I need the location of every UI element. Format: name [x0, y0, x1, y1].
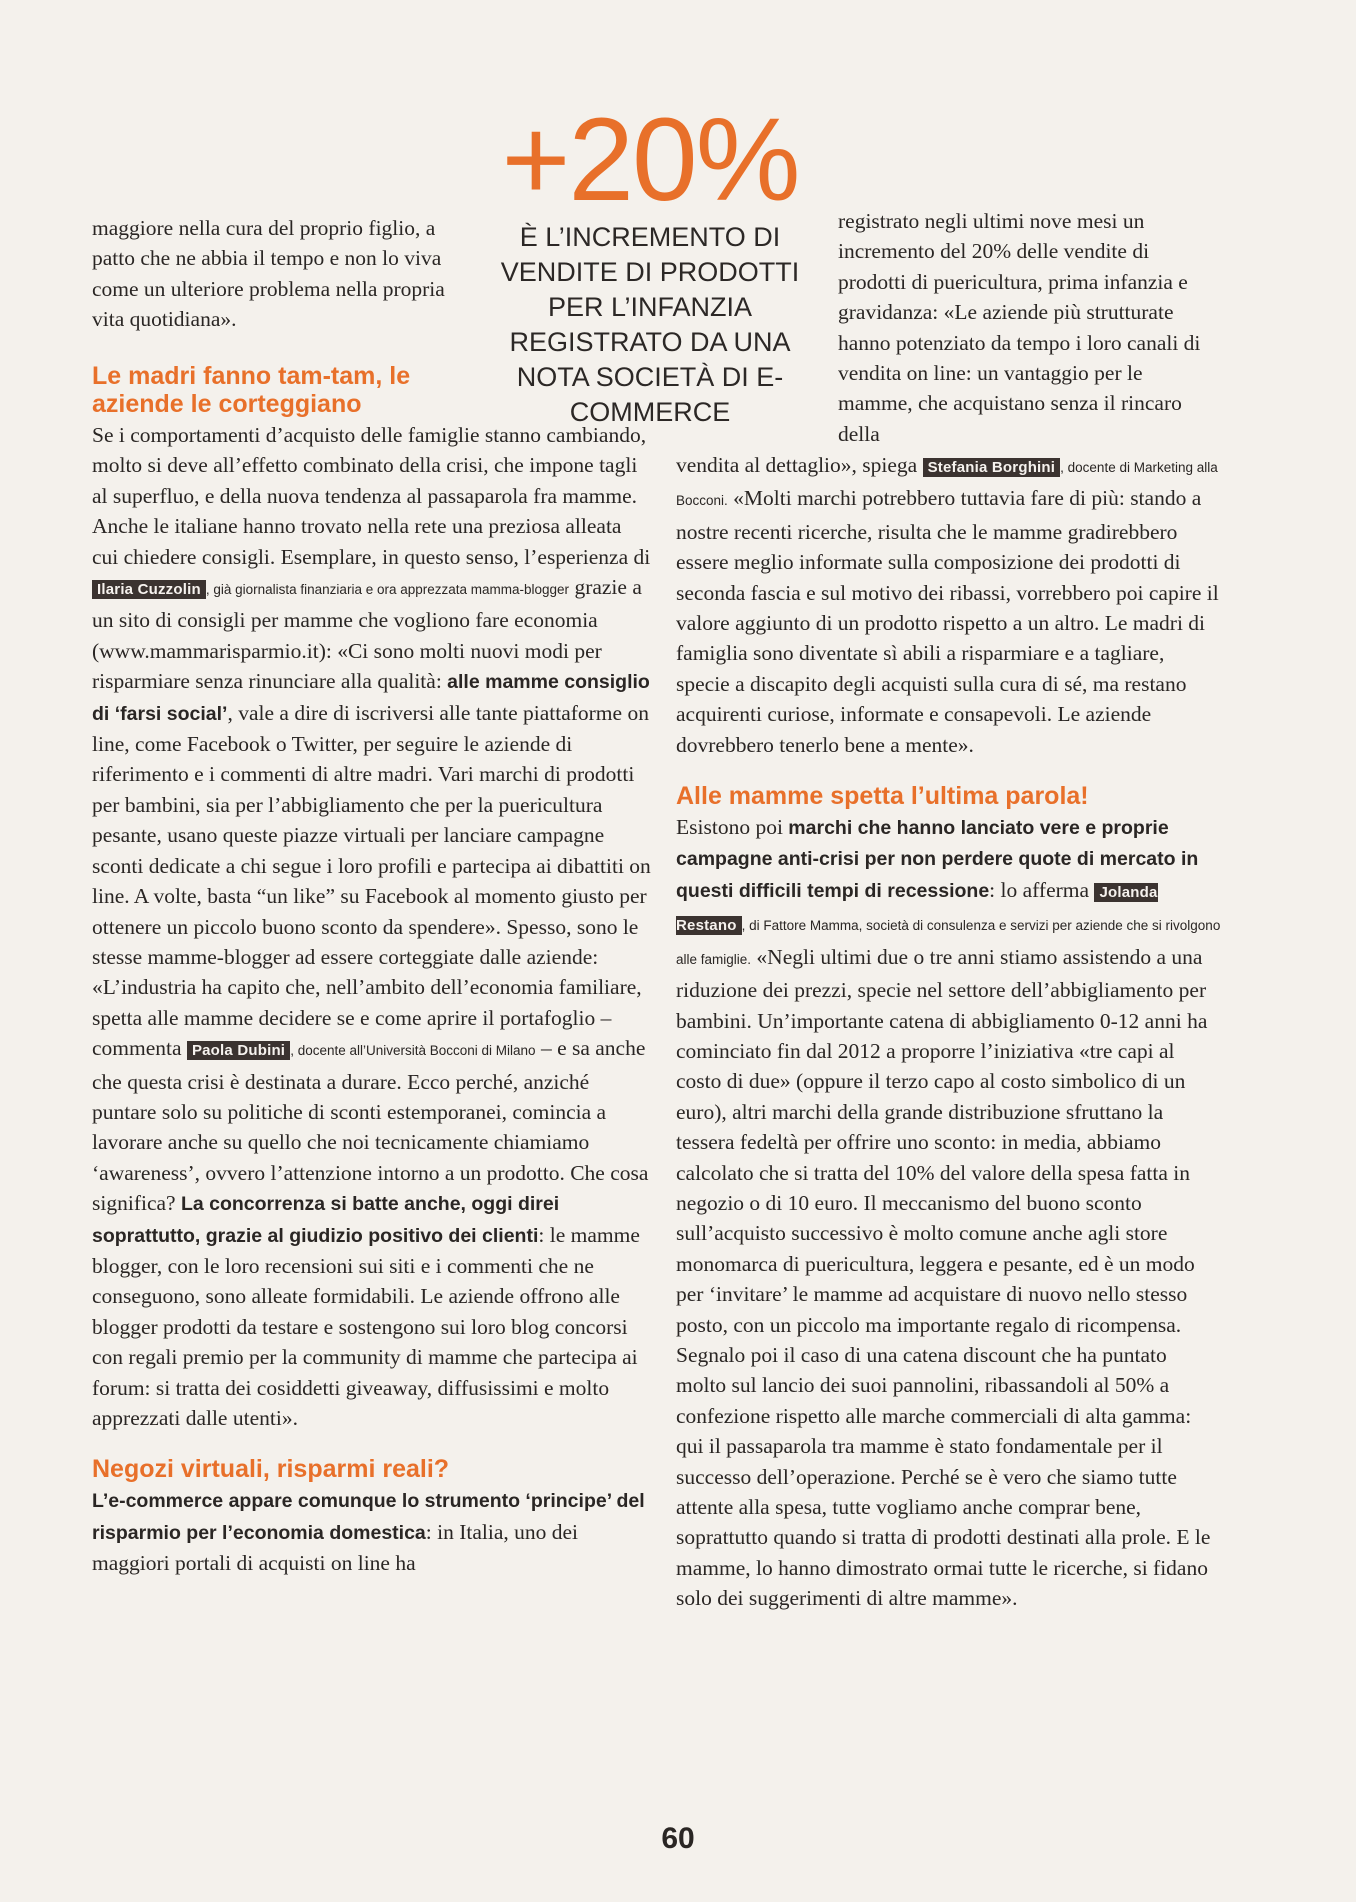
section-heading-2: Negozi virtuali, risparmi reali?	[92, 1455, 450, 1484]
paragraph-1: Se i comportamenti d’acquisto delle famiglie stanno cambiando, molto si deve all’effetto combinato della crisi, che impone tagli al superfluo, e della nuova tendenza al passaparola fra mamme. Anche le italiane hanno trovato nella rete una preziosa alleata cui chiedere consigli. Esemplare, in questo senso, l’esperienza di Ilaria Cuzzolin , già giornalista finanziaria e ora apprezzata mamma-blogger grazie a un sito di consigli per mamme che vogliono fare economia (www.mammarisparmio.it): «Ci sono molti nuovi modi per risparmiare senza rinunciare alla qualità: alle mamme consiglio di ‘farsi social’, vale a dire di iscriversi alle tante piattaforme on line, come Facebook o Twitter, per seguire le aziende di riferimento e i commenti di altre madri. Vari marchi di prodotti per bambini, sia per l’abbigliamento che per la puericultura pesante, usano queste piazze virtuali per lanciare campagne sconti dedicate a chi segue i loro profili e partecipa ai dibattiti on line. A volte, basta “un like” su Facebook al momento giusto per ottenere un piccolo buono sconto da spendere». Spesso, sono le stesse mamme-blogger ad essere corteggiate dalle aziende: «L’industria ha capito che, nell’ambito dell’economia familiare, spetta alle mamme decidere se e come aprire il portafoglio – commenta Paola Dubini , docente all’Università Bocconi di Milano – e sa anche che questa crisi è destinata a durare. Ecco perché, anziché puntare solo su politiche di sconti estemporanei, comincia a lavorare anche su quello che noi tecnicamente chiamiamo ‘awareness’, ovvero l’attenzione intorno a un prodotto. Che cosa significa? La concorrenza si batte anche, oggi direi soprattutto, grazie al giudizio positivo dei clienti: le mamme blogger, con le loro recensioni sui siti e i commenti che ne conseguono, sono alleate formidabili. Le aziende offrono alle blogger prodotti da testare e sostengono sui loro blog concorsi con regali premio per la community di mamme che partecipa ai forum: si tratta dei cosiddetti giveaway, diffusissimi e molto apprezzati dalle utenti».	[92, 423, 651, 1430]
section-heading-1: Le madri fanno tam-tam, le aziende le corteggiano	[92, 362, 411, 418]
name-tag-3: Stefania Borghini	[923, 458, 1061, 477]
paragraph-2: L’e-commerce appare comunque lo strumento ‘principe’ del risparmio per l’economia domestica: in Italia, uno dei maggiori portali di acquisti on line ha	[92, 1490, 645, 1576]
name-tag-2: Paola Dubini	[187, 1041, 290, 1060]
emphasis-3: L’e-commerce appare comunque lo strumento ‘principe’ del risparmio per l’economia domestica	[92, 1490, 645, 1544]
paragraph-4: Esistono poi marchi che hanno lanciato vere e proprie campagne anti-crisi per non perdere quote di mercato in questi difficili tempi di recessione: lo afferma Jolanda Restano , di Fattore Mamma, società di consulenza e servizi per aziende che si rivolgono alle famiglie. «Negli ultimi due o tre anni stiamo assistendo a una riduzione dei prezzi, specie nel settore dell’abbigliamento per bambini. Un’importante catena di abbigliamento 0-12 anni ha cominciato fin dal 2012 a proporre l’iniziativa «tre capi al costo di due» (oppure il terzo capo al costo simbolico di un euro), altri marchi della grande distribuzione sfruttano la tessera fedeltà per offrire uno sconto: in media, abbiamo calcolato che si tratta del 10% del valore della spesa fatta in negozio o di 10 euro. Il meccanismo del buono sconto sull’acquisto successivo è molto comune anche agli store monomarca di puericultura, leggera e pesante, ed è un modo per ‘invitare’ le mamme ad acquistare di nuovo nello stesso posto, con un piccolo ma importante regalo di ricompensa. Segnalo poi il caso di una catena discount che ha puntato molto sul lancio dei suoi pannolini, ribassandoli al 50% a confezione rispetto alle marche commerciali di alta gamma: qui il passaparola tra mamme è stato fondamentale per il successo dell’operazione. Perché se è vero che siamo tutte attente alla spesa, tutte vogliamo anche comprar bene, soprattutto quando si tratta di prodotti destinati alla prole. E le mamme, lo hanno dimostrato ormai tutte le ricerche, si fidano solo dei suggerimenti di altre mamme».	[676, 815, 1221, 1611]
left-intro-column	[92, 213, 472, 335]
right-intro-paragraph: registrato negli ultimi nove mesi un incremento del 20% delle vendite di prodotti di puericultura, prima infanzia e gravidanza: «Le aziende più strutturate hanno potenziato da tempo i loro canali di vendita on line: un vantaggio per le mamme, che acquistano senza il rincaro della	[838, 209, 1201, 446]
stat-number: +20%	[501, 94, 799, 226]
intro-paragraph: maggiore nella cura del proprio figlio, a patto che ne abbia il tempo e non lo viva come un ulteriore problema nella propria vita quotidiana».	[92, 216, 445, 332]
name-tag-4: Jolanda Restano	[676, 883, 1158, 935]
right-main-column	[676, 450, 1222, 1614]
right-intro-column	[838, 206, 1218, 449]
emphasis-2: La concorrenza si batte anche, oggi direi soprattutto, grazie al giudizio positivo dei clienti	[92, 1193, 560, 1247]
name-tag-1: Ilaria Cuzzolin	[92, 580, 206, 599]
section-heading-3: Alle mamme spetta l’ultima parola!	[676, 782, 1089, 811]
paragraph-3: vendita al dettaglio», spiega Stefania Borghini , docente di Marketing alla Bocconi. «Molti marchi potrebbero tuttavia fare di più: stando a nostre recenti ricerche, risulta che le mamme gradirebbero essere meglio informate sulla composizione dei prodotti di seconda fascia e sul motivo dei ribassi, vorrebbero poi capire il valore aggiunto di un prodotto rispetto a un altro. Le madri di famiglia sono diventate sì abili a risparmiare e a tagliare, specie a discapito degli acquisti sulla cura di sé, ma restano acquirenti curiose, informate e consapevoli. Le aziende dovrebbero tenerlo bene a mente».	[676, 453, 1219, 757]
left-main-column	[92, 362, 652, 1579]
page-number: 60	[661, 1822, 695, 1855]
stat-caption: È L’INCREMENTO DI VENDITE DI PRODOTTI PER L’INFANZIA REGISTRATO DA UNA NOTA SOCIETÀ DI E-COMMERCE	[500, 222, 800, 427]
emphasis-4: marchi che hanno lanciato vere e proprie campagne anti-crisi per non perdere quote di mercato in questi difficili tempi di recessione	[676, 817, 1199, 902]
emphasis-1: alle mamme consiglio di ‘farsi social’	[92, 671, 650, 725]
